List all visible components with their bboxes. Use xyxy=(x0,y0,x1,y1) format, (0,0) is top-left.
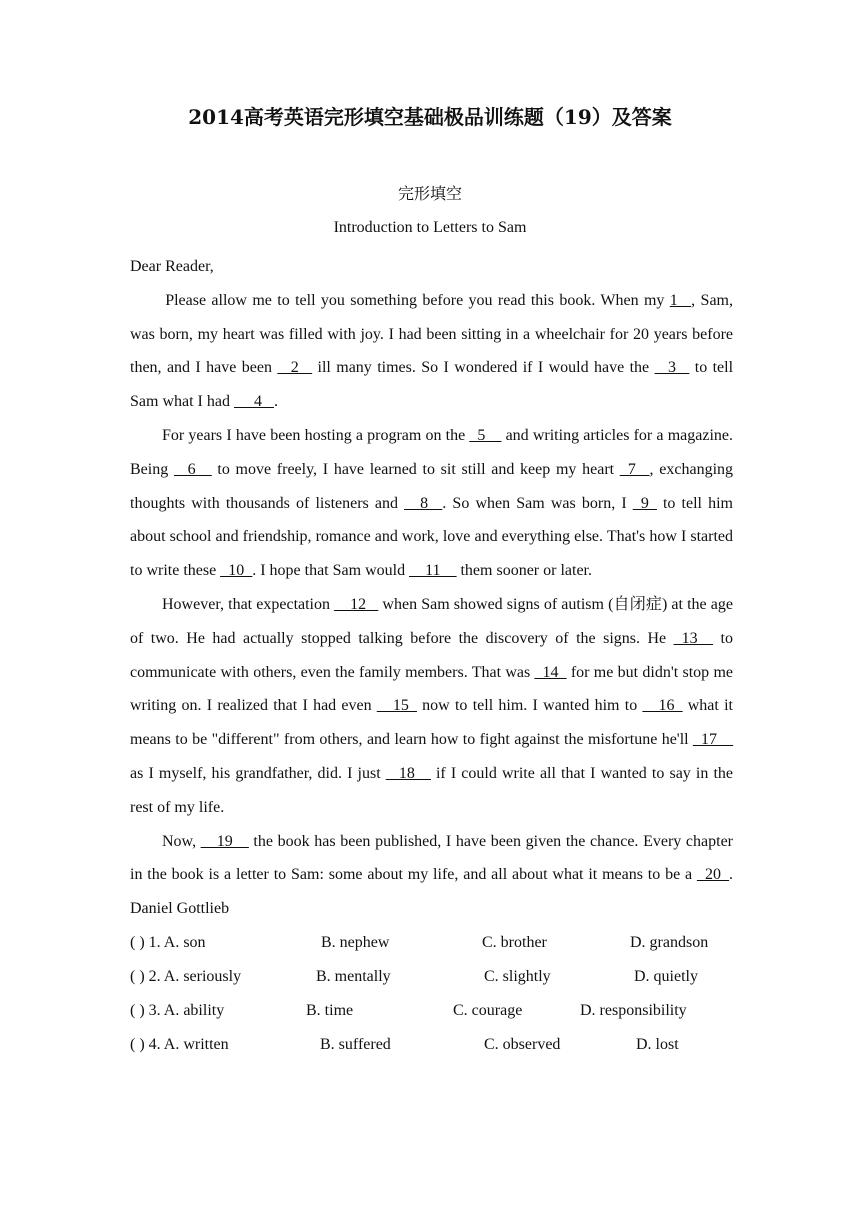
question-row xyxy=(130,994,733,1028)
answer-blank: _3_ xyxy=(654,359,690,377)
paragraph-text: , Sam, was born, my heart was filled with joy. I had been sitting in a wheelchair for 20 years before then, and I have been xyxy=(130,291,733,377)
option-c: C. observed xyxy=(484,1035,561,1053)
answer-blank: _14_ xyxy=(534,663,567,681)
paragraph-text: and writing articles for a magazine. Being xyxy=(130,426,734,478)
option-d: D. responsibility xyxy=(580,1001,687,1019)
question-stem-option-a: ( ) 2. A. seriously xyxy=(130,967,242,985)
question-stem-option-a: ( ) 1. A. son xyxy=(130,933,206,951)
paragraph-text: . I hope that Sam would xyxy=(252,562,410,580)
option-c: C. brother xyxy=(482,933,547,951)
option-d: D. quietly xyxy=(634,967,698,985)
paragraph xyxy=(130,419,733,588)
option-b: B. time xyxy=(306,1001,354,1019)
answer-blank: _9_ xyxy=(632,494,657,512)
option-d: D. grandson xyxy=(630,933,709,951)
answer-blank: __16_ xyxy=(642,697,683,715)
paragraph-text: as I myself, his grandfather, did. I just xyxy=(130,764,386,782)
answer-blank: _10_ xyxy=(220,562,253,580)
section-heading: 完形填空 xyxy=(397,184,462,203)
answer-blank: __15_ xyxy=(376,697,417,715)
page-title: 2014高考英语完形填空基础极品训练题（19）及答案 xyxy=(188,105,672,129)
paragraph-text: to communicate with others, even the family members. That was xyxy=(130,629,733,681)
question-row xyxy=(130,960,733,994)
question-row xyxy=(130,926,733,960)
answer-blank: _13_ xyxy=(673,629,714,647)
paragraph-text: now to tell him. I wanted him to xyxy=(416,697,643,715)
answer-blank: __8_ xyxy=(404,494,443,512)
paragraph-text: them sooner or later. xyxy=(456,562,592,580)
answer-blank: _2_ xyxy=(277,359,313,377)
answer-blank: _18__ xyxy=(385,764,431,782)
option-d: D. lost xyxy=(636,1035,679,1053)
paragraph-text: For years I have been hosting a program on the xyxy=(162,426,470,444)
answer-blank: _5__ xyxy=(469,426,502,444)
option-b: B. suffered xyxy=(320,1035,391,1053)
paragraph-text: Now, xyxy=(162,832,201,850)
option-c: C. courage xyxy=(453,1001,523,1019)
paragraph-text: if I could write all that I wanted to say in the rest of my life. xyxy=(130,764,734,816)
paragraph xyxy=(130,825,733,926)
paragraph-text: when Sam showed signs of autism (自闭症) at the age of two. He had actually stopped talking before the discovery of the signs. He xyxy=(130,595,733,647)
paragraph-text: to move freely, I have learned to sit still and keep my heart xyxy=(211,460,620,478)
passage-title: Introduction to Letters to Sam xyxy=(333,219,527,236)
paragraph-text: to tell Sam what I had xyxy=(130,359,734,411)
answer-blank: __12_ xyxy=(334,595,379,613)
paragraph-text: . So when Sam was born, I xyxy=(442,494,633,512)
paragraph xyxy=(130,588,733,825)
paragraph-text: However, that expectation xyxy=(162,595,335,613)
answer-blank: _7_ xyxy=(619,460,650,478)
answer-blank: __4_ xyxy=(233,393,274,411)
answer-blank: _20_ xyxy=(697,866,729,884)
question-row xyxy=(130,1028,733,1062)
paragraph-text: , exchanging thoughts with thousands of listeners and xyxy=(130,460,734,512)
answer-blank: _6__ xyxy=(173,460,212,478)
paragraph-text: what it means to be "different" from others, and learn how to fight against the misfortune he'll xyxy=(130,697,734,749)
paragraph-text: ill many times. So I wondered if I would have the xyxy=(312,359,655,377)
option-c: C. slightly xyxy=(484,967,551,985)
option-b: B. nephew xyxy=(321,933,390,951)
question-stem-option-a: ( ) 3. A. ability xyxy=(130,1001,225,1019)
answer-blank: 1_ xyxy=(669,291,692,309)
question-stem-option-a: ( ) 4. A. written xyxy=(130,1035,229,1053)
answer-blank: __11__ xyxy=(409,562,457,580)
paragraph-text: for me but didn't stop me writing on. I realized that I had even xyxy=(130,663,734,715)
greeting: Dear Reader, xyxy=(130,258,214,275)
paragraph-text: to tell him about school and friendship, romance and work, love and everything else. That's how I started to write these xyxy=(130,494,734,580)
passage-body xyxy=(130,250,733,1062)
paragraph-text: the book has been published, I have been given the chance. Every chapter in the book is a letter to Sam: some about my life, and all about what it means to be a xyxy=(130,832,734,884)
answer-blank: __19__ xyxy=(200,832,249,850)
answer-blank: _17__ xyxy=(693,731,733,749)
option-b: B. mentally xyxy=(316,967,391,985)
question-list xyxy=(130,926,733,1062)
paragraph xyxy=(130,284,733,419)
paragraph-text: . xyxy=(273,393,278,411)
paragraph-text: . Daniel Gottlieb xyxy=(130,866,733,918)
paragraph-text: Please allow me to tell you something before you read this book. When my xyxy=(165,291,670,309)
